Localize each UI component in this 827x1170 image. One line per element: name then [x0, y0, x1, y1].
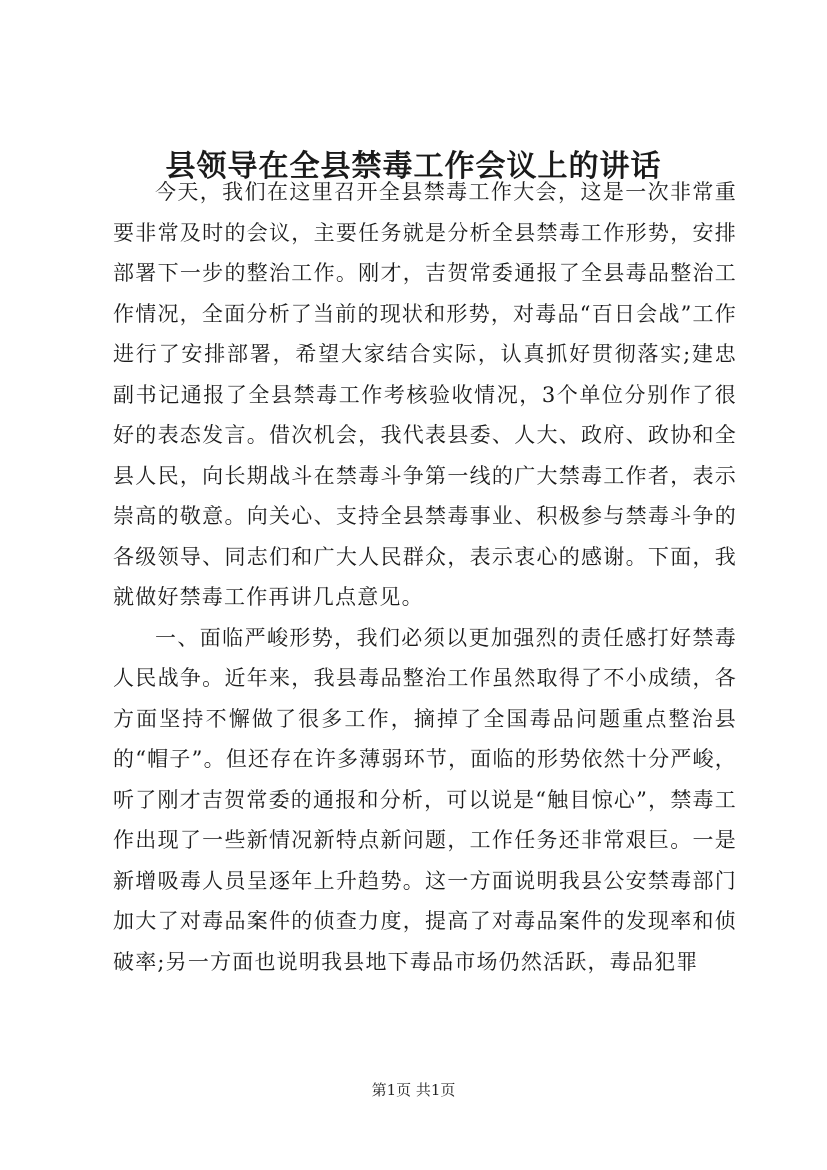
page-footer: 第1页 共1页 — [371, 1081, 456, 1099]
document-body — [113, 172, 737, 982]
document-title: 县领导在全县禁毒工作会议上的讲话 — [165, 149, 662, 184]
paragraph-1: 今天，我们在这里召开全县禁毒工作大会，这是一次非常重要非常及时的会议，主要任务就是分析全县禁毒工作形势，安排部署下一步的整治工作。刚才，吉贺常委通报了全县毒品整治工作情况，全面分析了当前的现状和形势，对毒品“百日会战”工作进行了安排部署，希望大家结合实际，认真抓好贯彻落实;建忠副书记通报了全县禁毒工作考核验收情况，3个单位分别作了很好的表态发言。借次机会，我代表县委、人大、政府、政协和全县人民，向长期战斗在禁毒斗争第一线的广大禁毒工作者，表示崇高的敬意。向关心、支持全县禁毒事业、积极参与禁毒斗争的各级领导、同志们和广大人民群众，表示衷心的感谢。下面，我就做好禁毒工作再讲几点意见。 — [113, 180, 737, 609]
paragraph-2: 一、面临严峻形势，我们必须以更加强烈的责任感打好禁毒人民战争。近年来，我县毒品整治工作虽然取得了不小成绩，各方面坚持不懈做了很多工作，摘掉了全国毒品问题重点整治县的“帽子”。但还存在许多薄弱环节，面临的形势依然十分严峻，听了刚才吉贺常委的通报和分析，可以说是“触目惊心”，禁毒工作出现了一些新情况新特点新问题，工作任务还非常艰巨。一是新增吸毒人员呈逐年上升趋势。这一方面说明我县公安禁毒部门加大了对毒品案件的侦查力度，提高了对毒品案件的发现率和侦破率;另一方面也说明我县地下毒品市场仍然活跃，毒品犯罪 — [113, 625, 737, 974]
